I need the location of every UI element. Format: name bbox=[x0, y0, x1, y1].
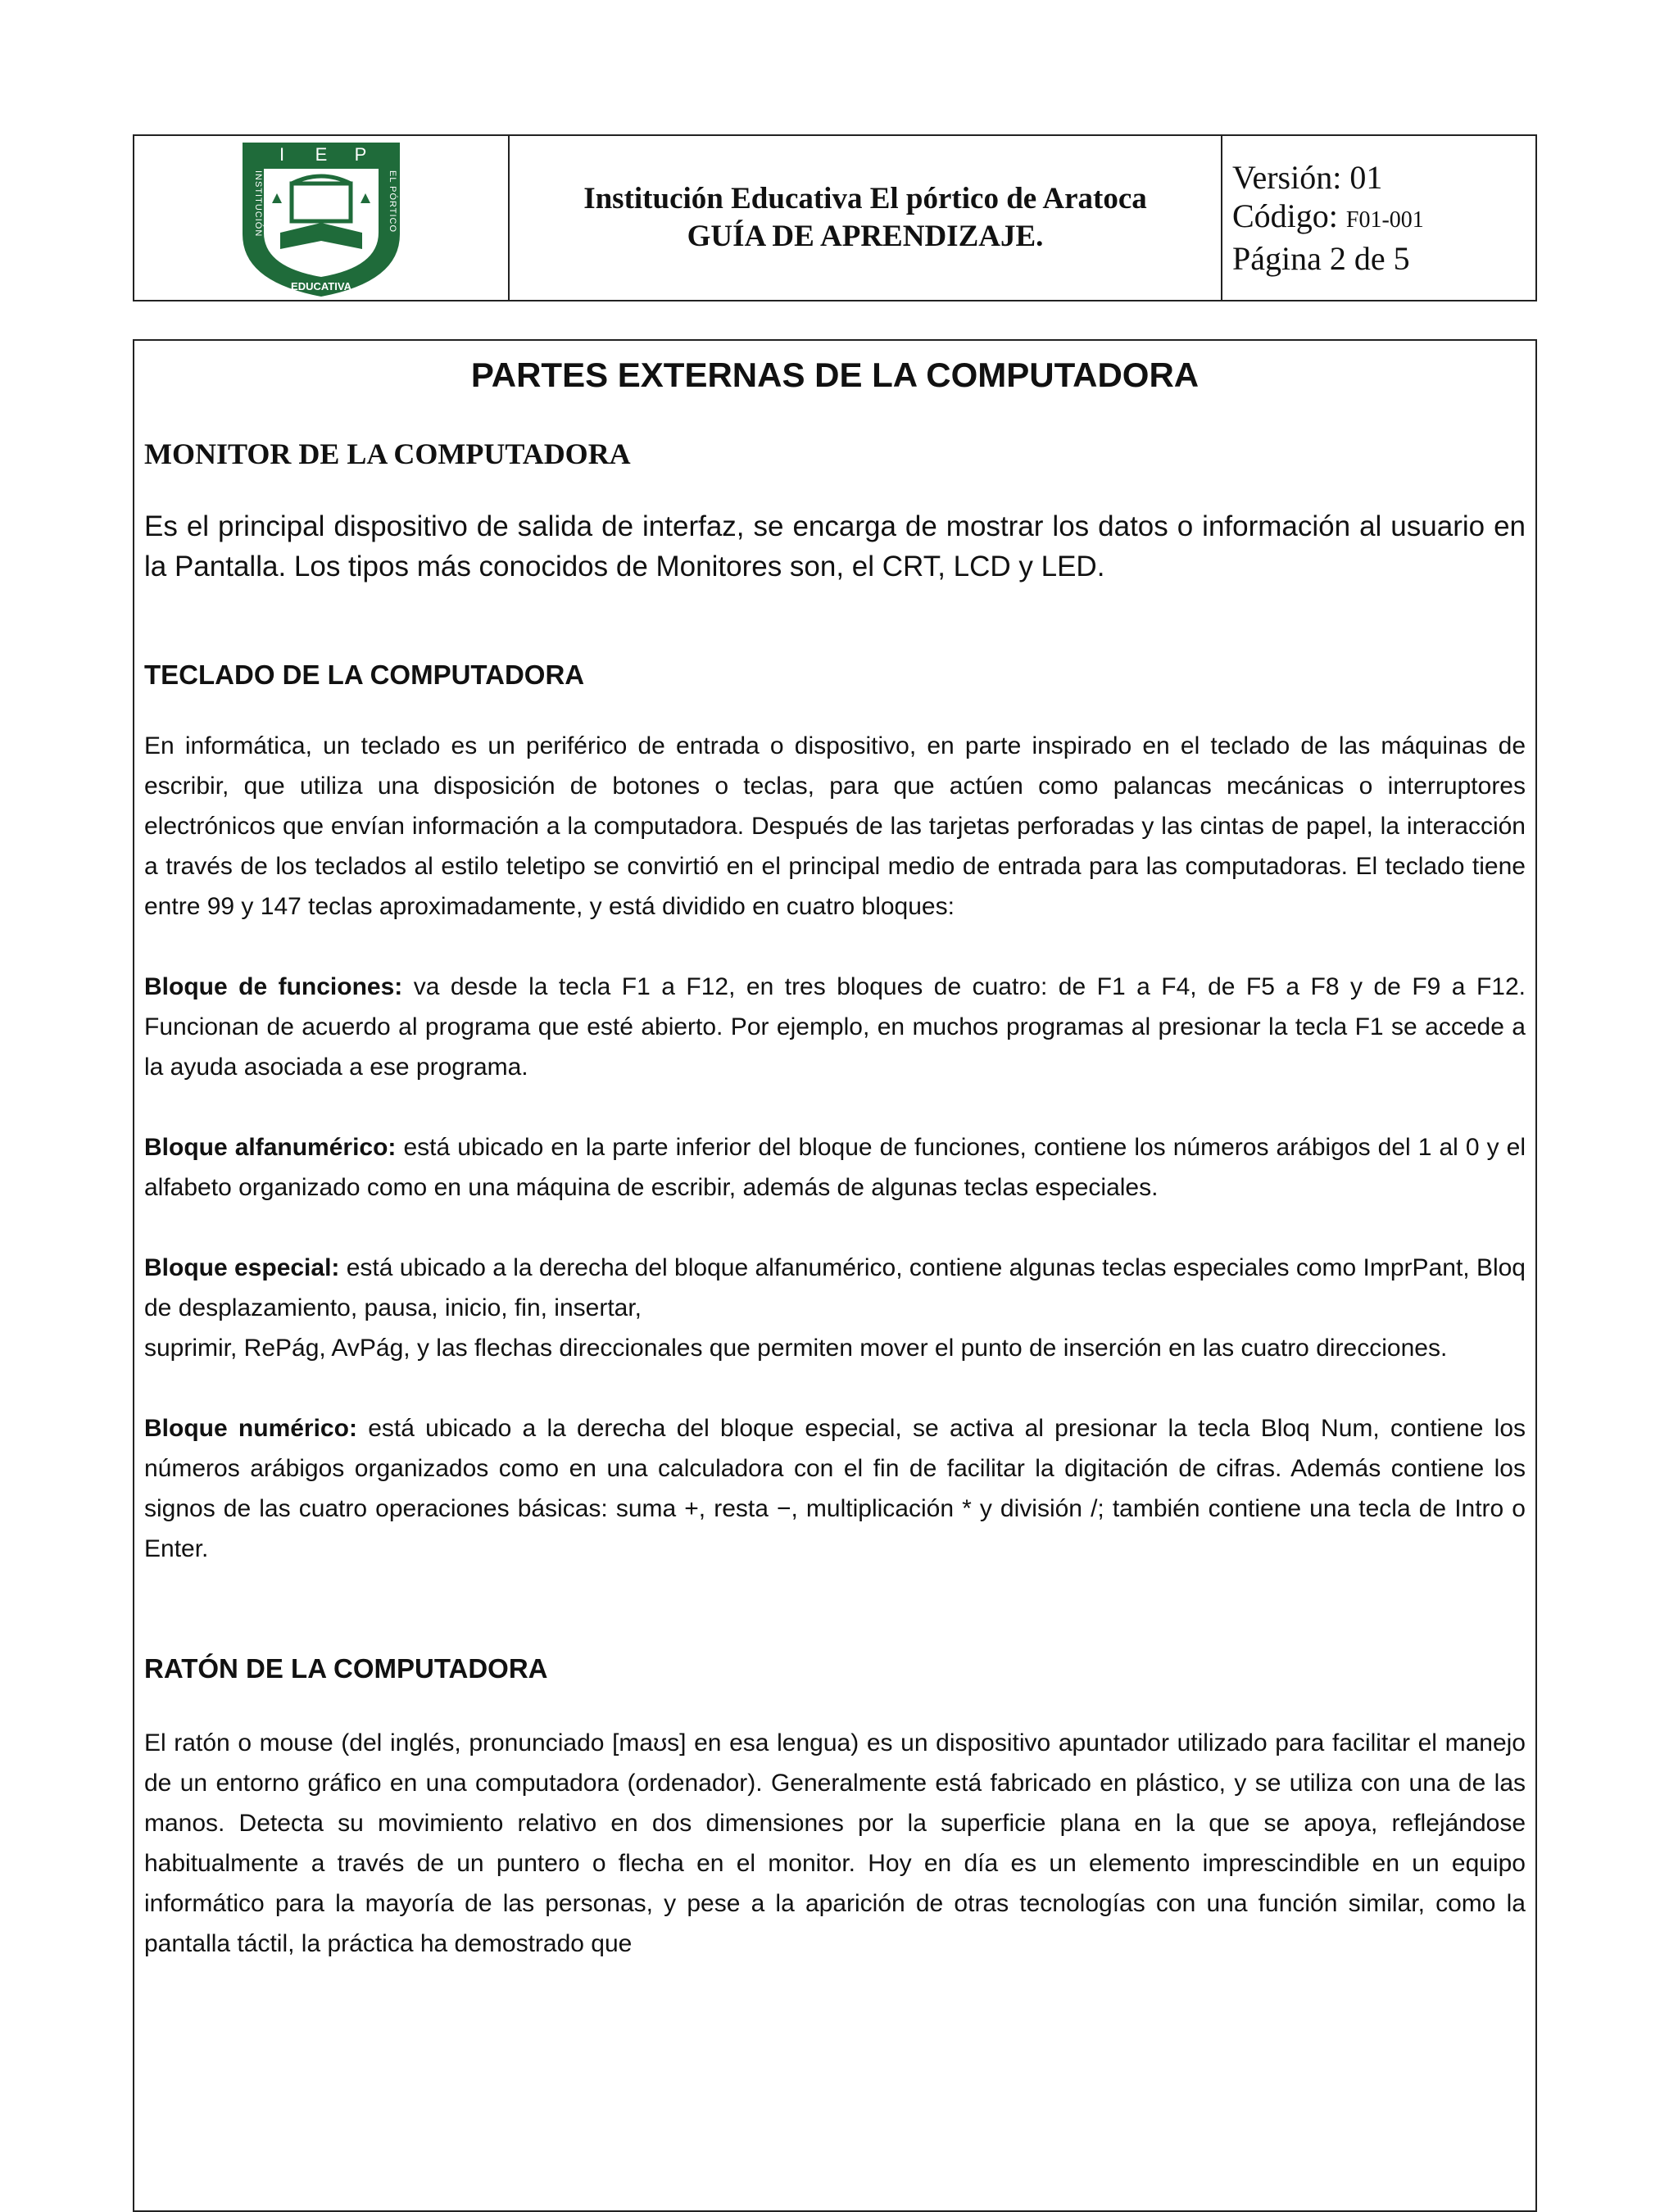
special-block-continuation: suprimir, RePág, AvPág, y las flechas direccionales que permiten mover el punto de inserción en las cuatro direcciones. bbox=[144, 1335, 1448, 1362]
code-label: Código: bbox=[1232, 197, 1338, 234]
monitor-paragraph: Es el principal dispositivo de salida de interfaz, se encarga de mostrar los datos o información al usuario en la Pantalla. Los tipos más conocidos de Monitores son, el CRT, LCD y LED. bbox=[144, 510, 1526, 582]
mouse-heading: RATÓN DE LA COMPUTADORA bbox=[144, 1653, 548, 1684]
keyboard-heading: TECLADO DE LA COMPUTADORA bbox=[144, 660, 585, 690]
numeric-block-paragraph bbox=[144, 1408, 1526, 1569]
guide-title: GUÍA DE APRENDIZAJE. bbox=[687, 220, 1044, 253]
header-meta-cell bbox=[1222, 136, 1535, 300]
logo-top-letter-2: E bbox=[315, 144, 328, 165]
logo-left-text: INSTITUCIÓN bbox=[253, 170, 263, 238]
logo-right-text: EL PÓRTICO bbox=[388, 170, 397, 233]
logo-cell bbox=[134, 136, 510, 300]
numeric-block-label: Bloque numérico: bbox=[144, 1415, 357, 1442]
alpha-block-text: está ubicado en la parte inferior del bloque de funciones, contiene los números arábigos del 1 al 0 y el alfabeto organizado como en una máquina de escribir, además de algunas teclas especiales. bbox=[144, 1134, 1526, 1201]
code-line bbox=[1232, 197, 1535, 239]
page-title: PARTES EXTERNAS DE LA COMPUTADORA bbox=[470, 356, 1200, 394]
functions-block-paragraph bbox=[144, 967, 1526, 1087]
special-block-label: Bloque especial: bbox=[144, 1254, 340, 1281]
main-content-box bbox=[133, 339, 1537, 2212]
header-title-cell bbox=[510, 136, 1222, 300]
logo-bottom-text: EDUCATIVA bbox=[291, 280, 351, 292]
logo-top-letter-1: I bbox=[279, 144, 285, 165]
monitor-heading: MONITOR DE LA COMPUTADORA bbox=[144, 437, 631, 470]
keyboard-intro-paragraph: En informática, un teclado es un periférico de entrada o dispositivo, en parte inspirado en el teclado de las máquinas de escribir, que utiliza una disposición de botones o teclas, para que actúen como palancas mecánicas o interruptores electrónicos que envían información a la computadora. Después de las tarjetas perforadas y las cintas de papel, la interacción a través de los teclados al estilo teletipo se convirtió en el principal medio de entrada para las computadoras. El teclado tiene entre 99 y 147 teclas aproximadamente, y está dividido en cuatro bloques: bbox=[144, 732, 1526, 920]
alpha-block-label: Bloque alfanumérico: bbox=[144, 1134, 397, 1161]
school-crest-logo bbox=[231, 136, 411, 300]
functions-block-text: va desde la tecla F1 a F12, en tres bloques de cuatro: de F1 a F4, de F5 a F8 y de F9 a F12. Funcionan de acuerdo al programa que esté abierto. Por ejemplo, en muchos programas al presionar la tecla F1 se accede a la ayuda asociada a ese programa. bbox=[144, 973, 1526, 1081]
document-header bbox=[133, 134, 1537, 301]
code-value: F01-001 bbox=[1345, 207, 1424, 233]
mouse-paragraph: El ratón o mouse (del inglés, pronunciado [maʊs] en esa lengua) es un dispositivo apuntador utilizado para facilitar el manejo de un entorno gráfico en una computadora (ordenador). Generalmente está fabricado en plástico, y se utiliza con una de las manos. Detecta su movimiento relativo en dos dimensiones por la superficie plana en la que se apoya, reflejándose habitualmente a través de un puntero o flecha en el monitor. Hoy en día es un elemento imprescindible en un equipo informático para la mayoría de las personas, y pese a la aparición de otras tecnologías con una función similar, como la pantalla táctil, la práctica ha demostrado que bbox=[144, 1729, 1526, 1957]
logo-top-letter-3: P bbox=[354, 144, 367, 165]
special-block-text: está ubicado a la derecha del bloque alfanumérico, contiene algunas teclas especiales como ImprPant, Bloq de desplazamiento, pausa, inicio, fin, insertar, bbox=[144, 1254, 1526, 1321]
functions-block-label: Bloque de funciones: bbox=[144, 973, 403, 1000]
page-number: Página 2 de 5 bbox=[1232, 240, 1410, 277]
alpha-block-paragraph bbox=[144, 1127, 1526, 1208]
numeric-block-text: está ubicado a la derecha del bloque especial, se activa al presionar la tecla Bloq Num, contiene los números arábigos organizados como en una calculadora con el fin de facilitar la digitación de cifras. Además contiene los signos de las cuatro operaciones básicas: suma +, resta −, multiplicación * y división /; también contiene una tecla de Intro o Enter. bbox=[144, 1415, 1526, 1562]
institution-name: Institución Educativa El pórtico de Aratoca bbox=[583, 182, 1147, 215]
special-block-paragraph bbox=[144, 1248, 1526, 1328]
version-label: Versión: 01 bbox=[1232, 159, 1383, 196]
